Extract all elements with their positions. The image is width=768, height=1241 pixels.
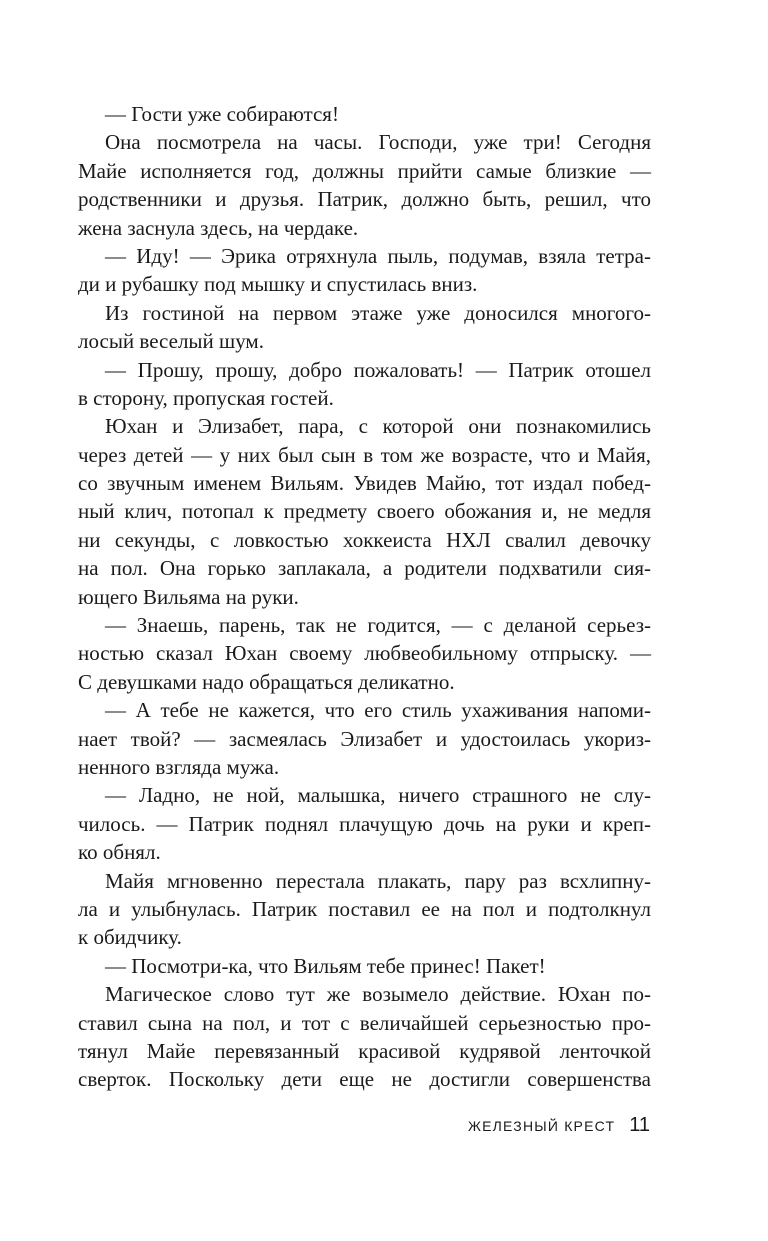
text-line: — Ладно, не ной, малышка, ничего страшного не слу-: [105, 783, 651, 808]
text-line: к обидчику.: [78, 925, 182, 950]
text-line: ла и улыбнулась. Патрик поставил ее на пол и подтолкнул: [78, 896, 651, 921]
text-line: С девушками надо обращаться деликатно.: [78, 669, 455, 694]
text-line: — Прошу, прошу, добро пожаловать! — Патрик отошел: [105, 357, 651, 382]
body-text: [78, 100, 651, 1094]
text-line: через детей — у них был сын в том же возрасте, что и Майя,: [78, 442, 651, 467]
text-line: ный клич, потопал к предмету своего обожания и, не медля: [78, 499, 651, 524]
page-number: 11: [629, 1114, 650, 1136]
text-line: ни секунды, с ловкостью хоккеиста НХЛ свалил девочку: [78, 527, 651, 552]
text-line: родственники и друзья. Патрик, должно быть, решил, что: [78, 187, 651, 212]
text-line: Майя мгновенно перестала плакать, пару раз всхлипну-: [105, 868, 651, 893]
text-line: со звучным именем Вильям. Увидев Майю, тот издал побед-: [78, 471, 651, 496]
text-line: — Иду! — Эрика отряхнула пыль, подумав, взяла тетра-: [105, 243, 651, 268]
page-footer: [468, 1114, 650, 1137]
text-line: ди и рубашку под мышку и спустилась вниз.: [78, 272, 478, 297]
text-line: — Посмотри-ка, что Вильям тебе принес! Пакет!: [105, 953, 546, 978]
text-line: нает твой? — засмеялась Элизабет и удостоилась укориз-: [78, 726, 651, 751]
text-line: лосый веселый шум.: [78, 329, 264, 354]
text-line: сверток. Поскольку дети еще не достигли совершенства: [78, 1067, 651, 1092]
text-line: Из гостиной на первом этаже уже доносился многого-: [105, 300, 651, 325]
text-line: жена заснула здесь, на чердаке.: [78, 215, 359, 240]
running-title: ЖЕЛЕЗНЫЙ КРЕСТ: [468, 1118, 616, 1134]
text-line: Магическое слово тут же возымело действие. Юхан по-: [105, 982, 651, 1007]
text-line: чилось. — Патрик поднял плачущую дочь на руки и креп-: [78, 811, 651, 836]
text-line: ненного взгляда мужа.: [78, 754, 280, 779]
text-line: Она посмотрела на часы. Господи, уже три! Сегодня: [105, 130, 651, 155]
text-line: — Гости уже собираются!: [105, 102, 339, 126]
text-line: на пол. Она горько заплакала, а родители подхватили сия-: [78, 556, 651, 581]
text-line: — Знаешь, парень, так не годится, — с деланой серьез-: [105, 613, 651, 638]
text-line: Майе исполняется год, должны прийти самые близкие —: [78, 158, 651, 183]
text-line: тянул Майе перевязанный красивой кудрявой ленточкой: [78, 1038, 651, 1063]
text-line: ко обнял.: [78, 840, 161, 865]
text-line: — А тебе не кажется, что его стиль ухаживания напоми-: [105, 698, 651, 723]
text-line: Юхан и Элизабет, пара, с которой они познакомились: [105, 414, 651, 439]
text-line: ющего Вильяма на руки.: [78, 584, 299, 609]
text-line: в сторону, пропуская гостей.: [78, 385, 334, 410]
text-line: ностью сказал Юхан своему любвеобильному отпрыску. —: [78, 641, 651, 666]
text-line: ставил сына на пол, и тот с величайшей серьезностью про-: [78, 1010, 651, 1035]
